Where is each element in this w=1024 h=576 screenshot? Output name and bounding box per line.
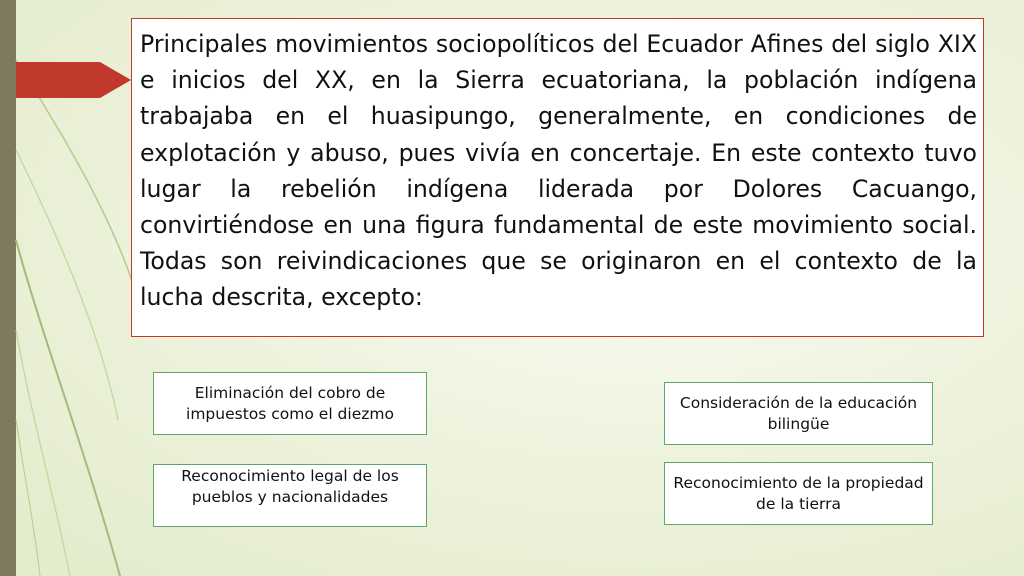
question-box	[131, 18, 984, 337]
option-educacion-bilingue[interactable]: Consideración de la educación bilingüe	[664, 382, 933, 445]
decorative-lines	[0, 0, 140, 576]
red-arrow-shape	[16, 62, 131, 98]
option-propiedad-tierra[interactable]: Reconocimiento de la propiedad de la tierra	[664, 462, 933, 525]
question-text: Principales movimientos sociopolíticos del Ecuador Afines del siglo XIX e inicios del XX, en la Sierra ecuatoriana, la población indígena trabajaba en el huasipungo, generalmente, en condiciones de explotación y abuso, pues vivía en concertaje. En este contexto tuvo lugar la rebelión indígena liderada por Dolores Cacuango, convirtiéndose en una figura fundamental de este movimiento social. Todas son reivindicaciones que se originaron en el contexto de la lucha descrita, excepto:	[140, 30, 977, 312]
option-eliminacion-diezmo[interactable]: Eliminación del cobro de impuestos como el diezmo	[153, 372, 427, 435]
option-reconocimiento-pueblos[interactable]: Reconocimiento legal de los pueblos y nacionalidades	[153, 464, 427, 527]
